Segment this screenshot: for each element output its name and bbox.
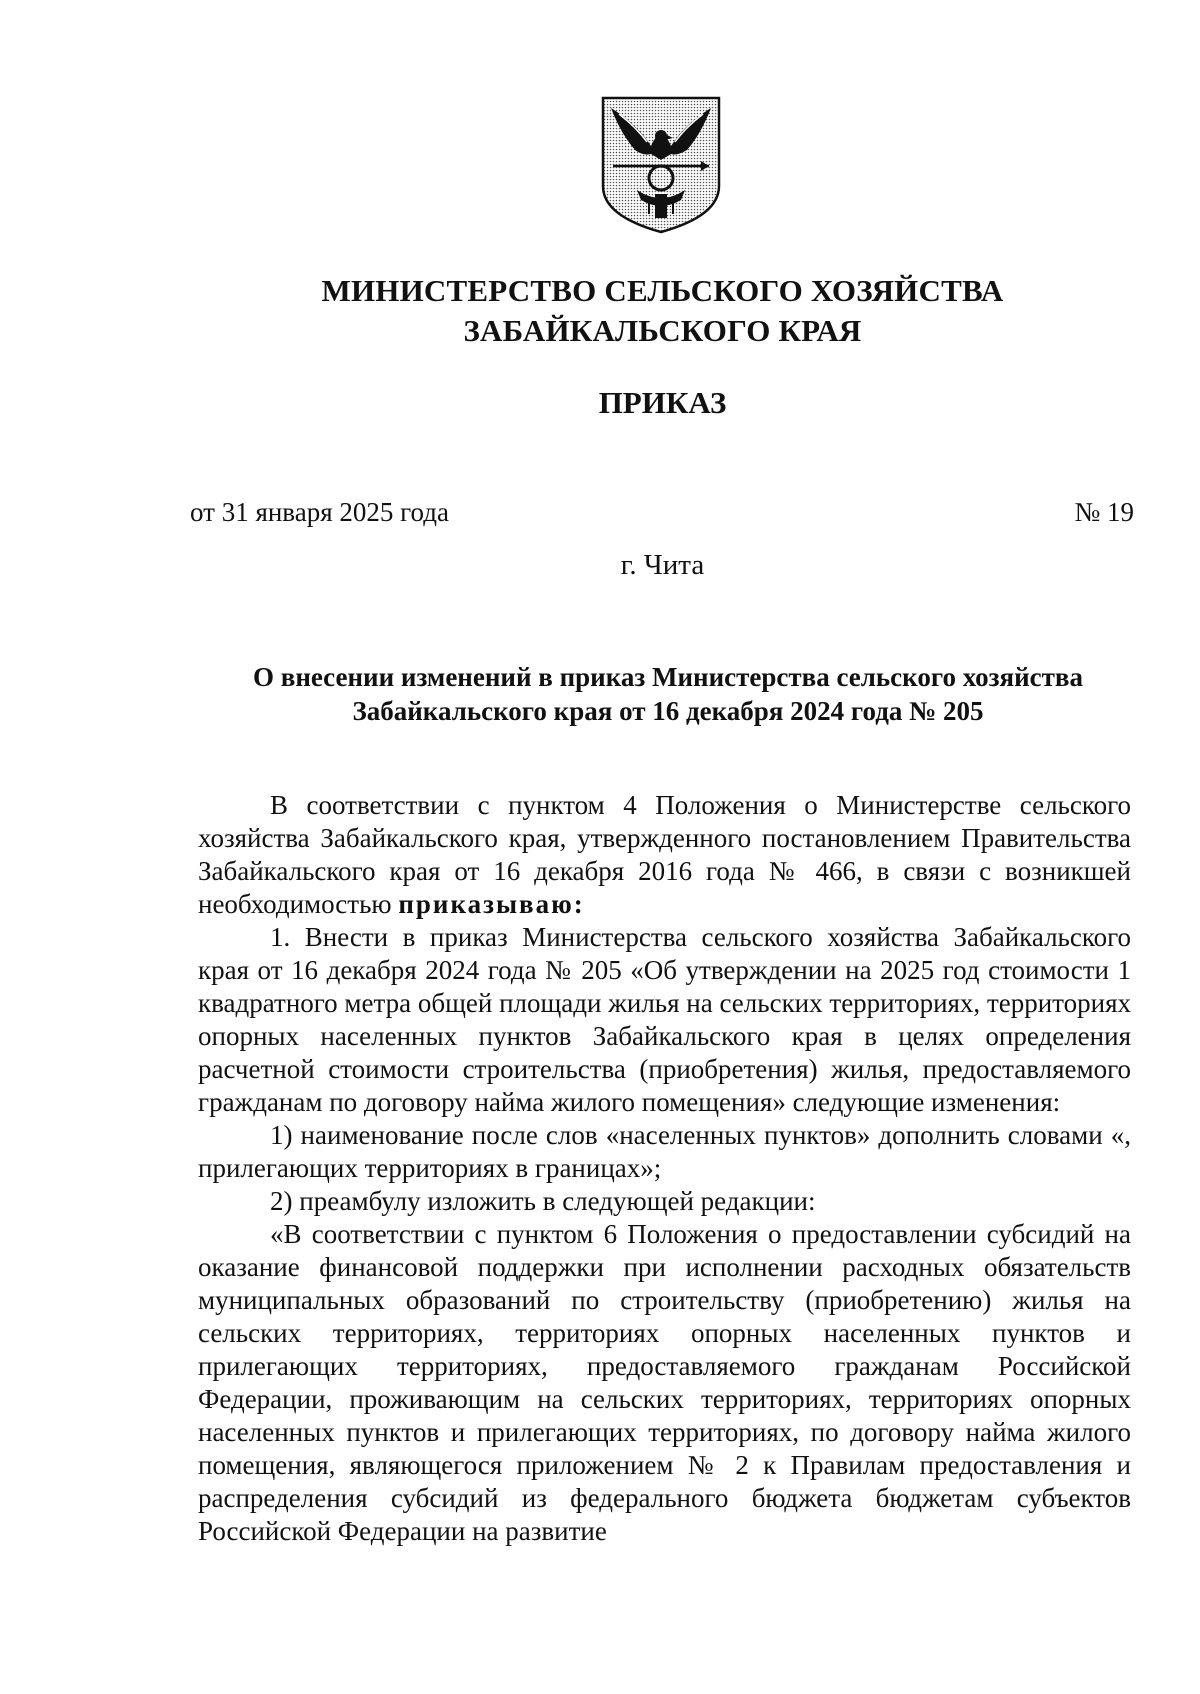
item-1-1-paragraph: 1) наименование после слов «населенных пунктов» дополнить словами «, прилегающих территориях в границах»; [198,1120,1131,1183]
ministry-name-line2: ЗАБАЙКАЛЬСКОГО КРАЯ [463,313,862,348]
ministry-name-line1: МИНИСТЕРСТВО СЕЛЬСКОГО ХОЗЯЙСТВА [321,273,1004,308]
document-type-title: ПРИКАЗ [598,385,727,420]
subject-line1: О внесении изменений в приказ Министерства сельского хозяйства [252,662,1084,692]
item-1-paragraph: 1. Внести в приказ Министерства сельского хозяйства Забайкальского края от 16 декабря 2024 года № 205 «Об утверждении на 2025 год стоимости 1 квадратного метра общей площади жилья на сельских территориях, территориях опорных населенных пунктов Забайкальского края в целях определения расчетной стоимости строительства (приобретения) жилья, предоставляемого гражданам по договору найма жилого помещения» следующие изменения: [198,922,1131,1117]
order-body [198,789,1131,1548]
subject-line2: Забайкальского края от 16 декабря 2024 года № 205 [352,696,984,726]
preamble-paragraph [198,789,1131,921]
order-city: г. Чита [620,549,705,581]
order-subject [198,660,1138,728]
order-number: № 19 [1074,497,1134,527]
order-verb: приказываю: [398,889,585,919]
new-preamble-paragraph: «В соответствии с пунктом 6 Положения о предоставлении субсидий на оказание финансовой поддержки при исполнении расходных обязательств муниципальных образований по строительству (приобретению) жилья на сельских территориях, территориях опорных населенных пунктов и прилегающих территориях, предоставляемого гражданам Российской Федерации, проживающим на сельских территориях, территориях опорных населенных пунктов и прилегающих территориях, по договору найма жилого помещения, являющегося приложением № 2 к Правилам предоставления и распределения субсидий из федерального бюджета бюджетам субъектов Российской Федерации на развитие [198,1219,1131,1546]
coat-of-arms-icon [597,94,725,234]
order-date: от 31 января 2025 года [190,497,449,527]
item-1-2-paragraph: 2) преамбулу изложить в следующей редакции: [270,1186,816,1216]
preamble-text: В соответствии с пунктом 4 Положения о Министерстве сельского хозяйства Забайкальского края, утвержденного постановлением Правительства Забайкальского края от 16 декабря 2016 года № 466, в связи с возникшей необходимостью [198,790,1131,919]
